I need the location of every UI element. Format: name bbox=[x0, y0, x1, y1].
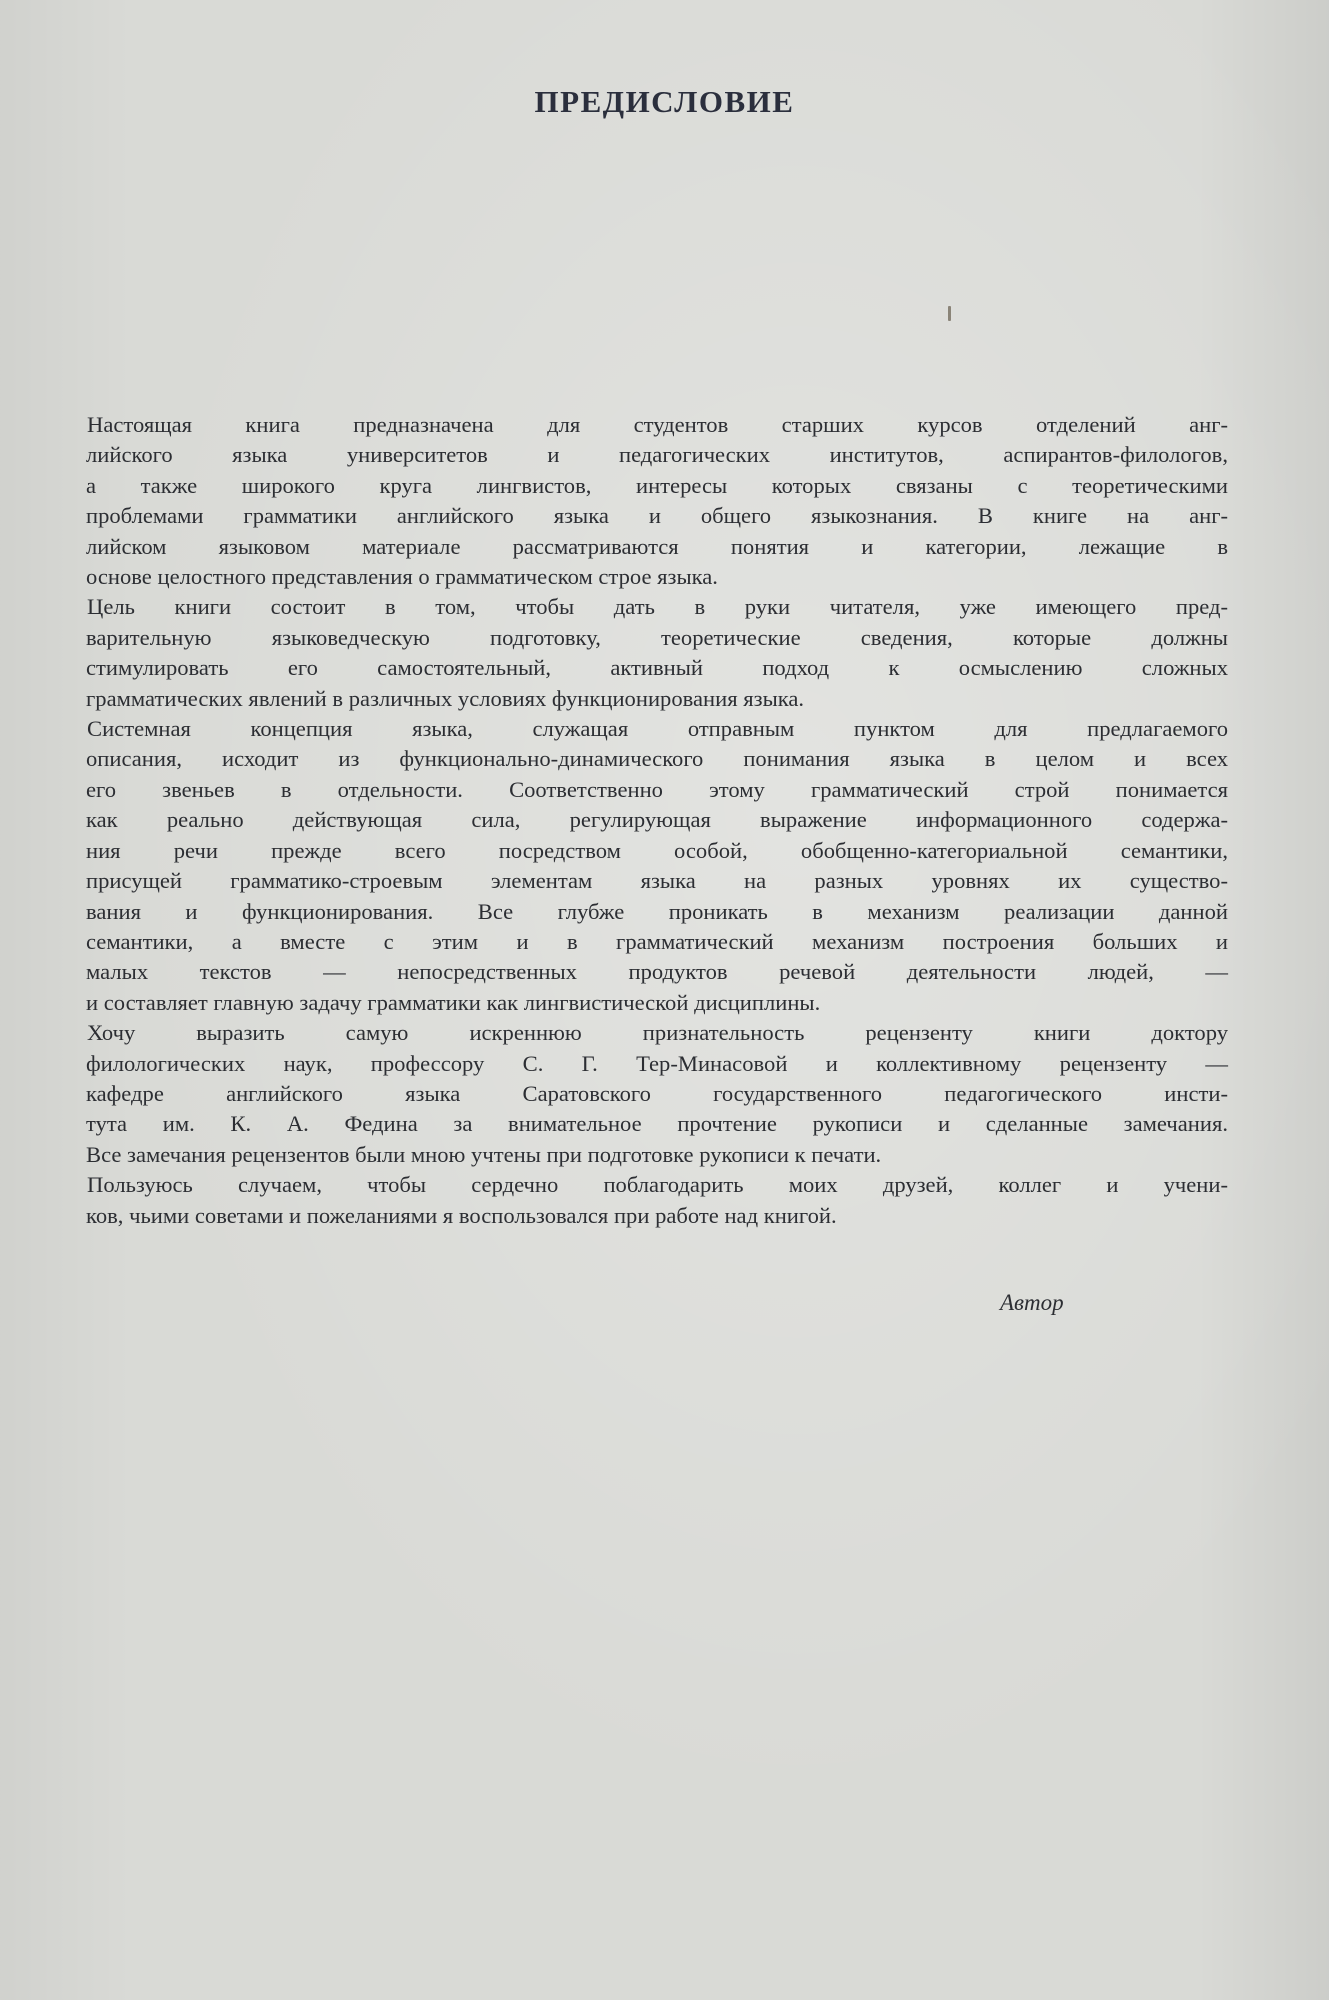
paper-speck bbox=[948, 306, 951, 321]
author-signature: Автор bbox=[1000, 1290, 1064, 1315]
text-line: лийском языковом материале рассматриваются понятия и категории, лежащие в bbox=[86, 533, 1228, 559]
text-line: присущей грамматико-строевым элементам языка на разных уровнях их существо- bbox=[86, 868, 1228, 894]
text-line: а также широкого круга лингвистов, интересы которых связаны с теоретическими bbox=[86, 472, 1228, 498]
text-line: его звеньев в отдельности. Соответственно этому грамматический строй понимается bbox=[86, 776, 1228, 802]
text-line: тута им. К. А. Федина за внимательное прочтение рукописи и сделанные замечания. bbox=[86, 1111, 1228, 1137]
text-line: ков, чьими советами и пожеланиями я воспользовался при работе над книгой. bbox=[86, 1202, 837, 1228]
text-line: Пользуюсь случаем, чтобы сердечно поблагодарить моих друзей, коллег и учени- bbox=[87, 1172, 1228, 1198]
text-line: филологических наук, профессору С. Г. Тер-Минасовой и коллективному рецензенту — bbox=[86, 1050, 1228, 1076]
text-line: ния речи прежде всего посредством особой, обобщенно-категориальной семантики, bbox=[86, 837, 1228, 863]
text-line: вания и функционирования. Все глубже проникать в механизм реализации данной bbox=[86, 898, 1228, 924]
text-line: основе целостного представления о грамматическом строе языка. bbox=[86, 564, 718, 590]
text-line: семантики, а вместе с этим и в грамматический механизм построения больших и bbox=[86, 928, 1228, 954]
text-line: Все замечания рецензентов были мною учтены при подготовке рукописи к печати. bbox=[86, 1141, 882, 1167]
paragraph-1 bbox=[86, 410, 1228, 592]
text-line: Хочу выразить самую искреннюю признательность рецензенту книги доктору bbox=[87, 1020, 1228, 1046]
text-line: проблемами грамматики английского языка и общего языкознания. В книге на анг- bbox=[86, 503, 1228, 529]
paragraph-2 bbox=[86, 592, 1228, 714]
page-title: ПРЕДИСЛОВИЕ bbox=[534, 84, 795, 119]
text-line: малых текстов — непосредственных продуктов речевой деятельности людей, — bbox=[86, 959, 1228, 985]
text-line: Настоящая книга предназначена для студентов старших курсов отделений анг- bbox=[87, 412, 1228, 437]
text-line: варительную языковедческую подготовку, теоретические сведения, которые должны bbox=[86, 624, 1228, 650]
paragraph-4 bbox=[86, 1018, 1228, 1170]
text-line: стимулировать его самостоятельный, активный подход к осмыслению сложных bbox=[86, 655, 1228, 681]
text-line: Системная концепция языка, служащая отправным пунктом для предлагаемого bbox=[87, 716, 1228, 742]
preface-body bbox=[86, 410, 1228, 1231]
text-line: кафедре английского языка Саратовского государственного педагогического инсти- bbox=[86, 1080, 1228, 1106]
text-line: и составляет главную задачу грамматики как лингвистической дисциплины. bbox=[86, 989, 821, 1015]
paragraph-5 bbox=[86, 1170, 1228, 1231]
text-line: как реально действующая сила, регулирующая выражение информационного содержа- bbox=[86, 807, 1228, 833]
paragraph-3 bbox=[86, 714, 1228, 1018]
text-line: лийского языка университетов и педагогических институтов, аспирантов-филологов, bbox=[86, 442, 1228, 468]
text-line: описания, исходит из функционально-динамического понимания языка в целом и всех bbox=[86, 746, 1228, 772]
text-line: Цель книги состоит в том, чтобы дать в руки читателя, уже имеющего пред- bbox=[87, 594, 1228, 620]
text-line: грамматических явлений в различных условиях функционирования языка. bbox=[86, 685, 805, 711]
